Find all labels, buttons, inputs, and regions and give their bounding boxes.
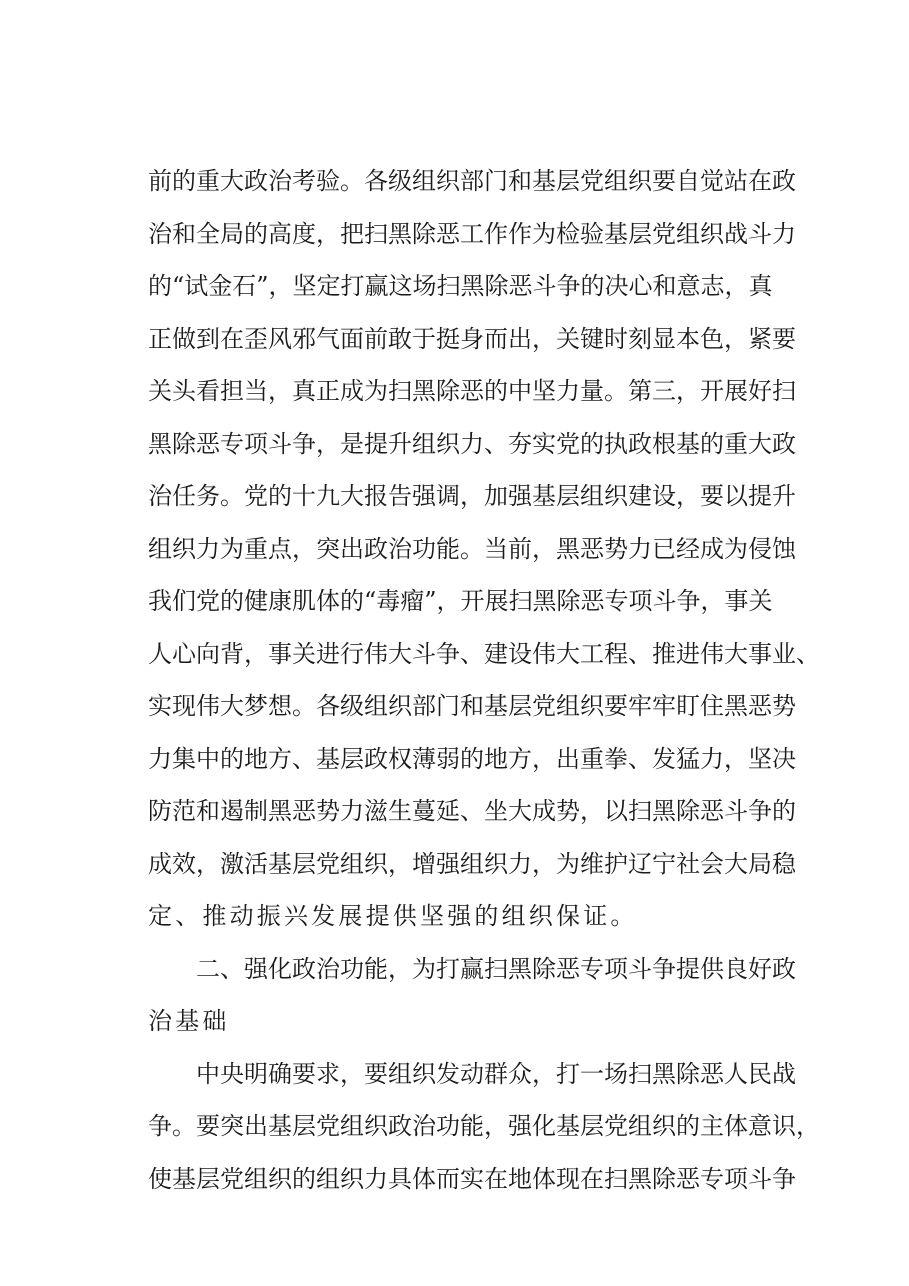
body-line: 中央明确要求，要组织发动群众，打一场扫黑除恶人民战 bbox=[196, 1060, 796, 1088]
body-line: 前的重大政治考验。各级组织部门和基层党组织要自觉站在政 bbox=[148, 167, 796, 195]
body-line: 防范和遏制黑恶势力滋生蔓延、坐大成势，以扫黑除恶斗争的 bbox=[148, 797, 796, 825]
body-line: 成效，激活基层党组织，增强组织力，为维护辽宁社会大局稳 bbox=[148, 850, 796, 878]
section-heading-line: 治基础 bbox=[148, 1007, 230, 1035]
body-line: 治和全局的高度，把扫黑除恶工作作为检验基层党组织战斗力 bbox=[148, 220, 796, 248]
body-line: 使基层党组织的组织力具体而实在地体现在扫黑除恶专项斗争 bbox=[148, 1165, 796, 1193]
body-line: 正做到在歪风邪气面前敢于挺身而出，关键时刻显本色，紧要 bbox=[148, 325, 796, 353]
body-line: 定、推动振兴发展提供坚强的组织保证。 bbox=[148, 902, 638, 930]
body-line: 实现伟大梦想。各级组织部门和基层党组织要牢牢盯住黑恶势 bbox=[148, 692, 796, 720]
body-line: 关头看担当，真正成为扫黑除恶的中坚力量。第三，开展好扫 bbox=[148, 377, 796, 405]
body-line: 组织力为重点，突出政治功能。当前，黑恶势力已经成为侵蚀 bbox=[148, 535, 796, 563]
section-heading-line: 二、强化政治功能，为打赢扫黑除恶专项斗争提供良好政 bbox=[196, 955, 796, 983]
body-line: 我们党的健康肌体的“毒瘤”，开展扫黑除恶专项斗争，事关 bbox=[148, 587, 773, 615]
body-line: 治任务。党的十九大报告强调，加强基层组织建设，要以提升 bbox=[148, 482, 796, 510]
body-line: 人心向背，事关进行伟大斗争、建设伟大工程、推进伟大事业、 bbox=[148, 640, 820, 668]
body-line: 争。要突出基层党组织政治功能，强化基层党组织的主体意识， bbox=[148, 1112, 820, 1140]
body-line: 的“试金石”，坚定打赢这场扫黑除恶斗争的决心和意志，真 bbox=[148, 272, 773, 300]
body-line: 力集中的地方、基层政权薄弱的地方，出重拳、发猛力，坚决 bbox=[148, 745, 796, 773]
body-line: 黑除恶专项斗争，是提升组织力、夯实党的执政根基的重大政 bbox=[148, 430, 796, 458]
